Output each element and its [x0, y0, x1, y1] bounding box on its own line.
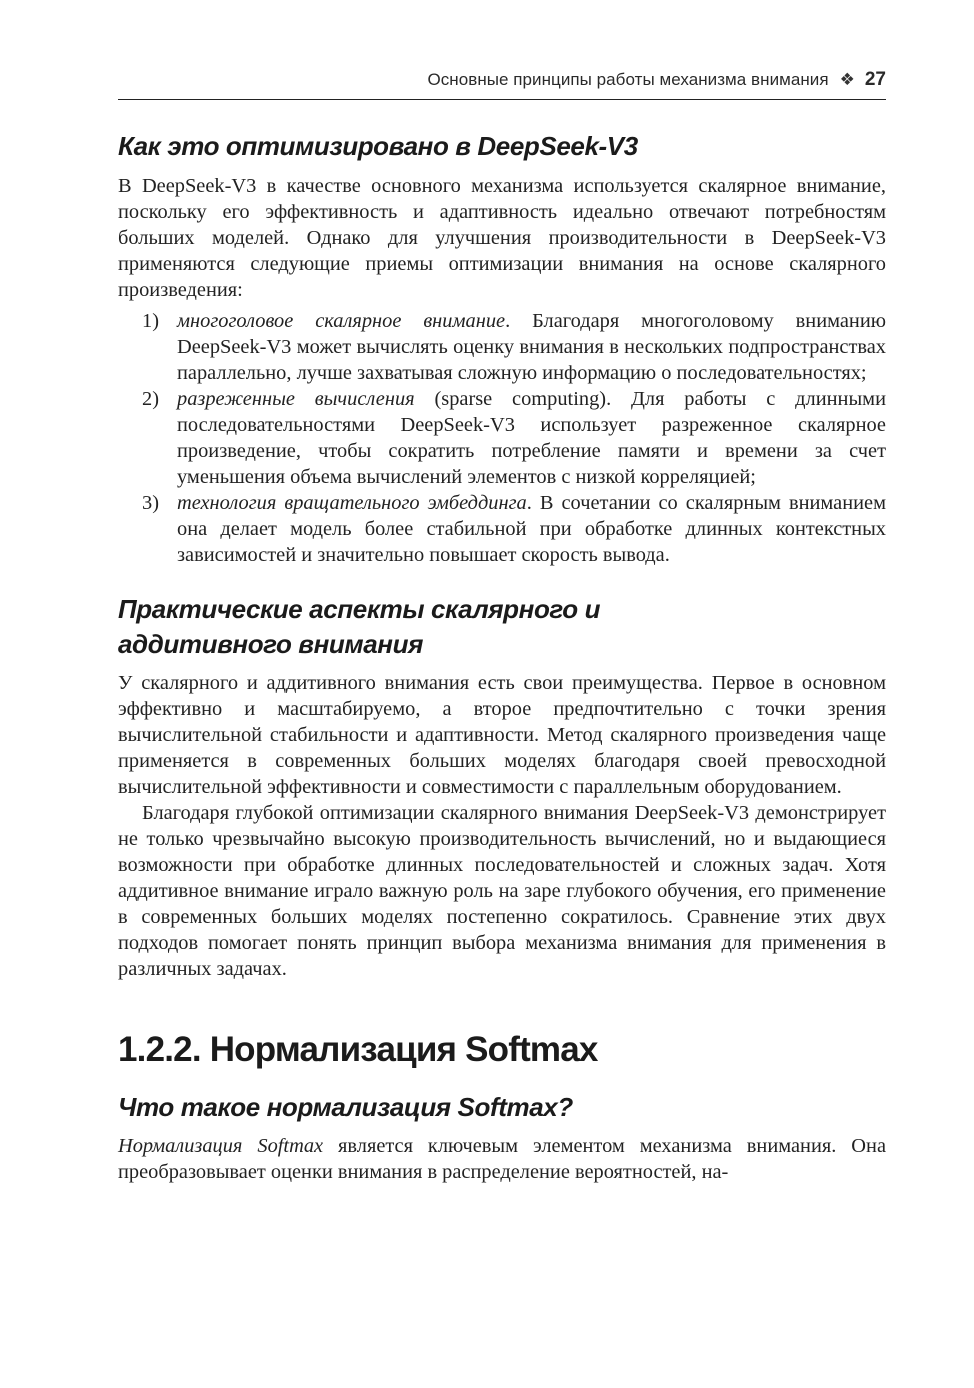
running-header	[118, 70, 886, 100]
optimization-list	[118, 308, 886, 568]
chapter-section-title-softmax: 1.2.2. Нормализация Softmax	[118, 1030, 598, 1069]
list-item-term: технология вращательного эмбеддинга	[177, 492, 527, 514]
page-content	[118, 126, 886, 1185]
section-heading-what-is-softmax: Что такое нормализация Softmax?	[118, 1092, 573, 1122]
list-item	[118, 386, 886, 490]
page-number: 27	[864, 69, 886, 90]
list-item-number: 2)	[142, 388, 159, 410]
list-item-text: . Благодаря многоголовому вниманию DeepSeek-V3 может вычислять оценку внимания в нескольких подпространствах параллельно, лучше захватывая сложную информацию о последовательностях;	[177, 310, 886, 384]
paragraph-softmax-intro	[118, 1133, 886, 1185]
running-header-title: Основные принципы работы механизма внимания	[427, 70, 829, 89]
list-item-number: 1)	[142, 310, 159, 332]
list-item-text: (sparse computing). Для работы с длинными последовательностями DeepSeek-V3 использует разреженное скалярное произведение, чтобы сократить потребление памяти и времени за счет уменьшения объема вычислений элементов с низкой корреляцией;	[177, 388, 886, 488]
paragraph-practical-1: У скалярного и аддитивного внимания есть свои преимущества. Первое в основном эффективно и масштабируемо, а второе предпочтительно с точки зрения вычислительной стабильности и адаптивности. Метод скалярного произведения чаще применяется в современных больших моделях благодаря своей превосходной вычислительной эффективности и совместимости с параллельным оборудованием.	[118, 672, 886, 798]
list-item-number: 3)	[142, 492, 159, 514]
list-item-text: . В сочетании со скалярным вниманием она делает модель более стабильной при обработке длинных контекстных зависимостей и значительно повышает скорость вывода.	[177, 492, 887, 566]
paragraph-practical-2: Благодаря глубокой оптимизации скалярного внимания DeepSeek-V3 демонстрирует не только чрезвычайно высокую производительность вычислений, но и выдающиеся возможности при обработке длинных последовательностей и сложных задач. Хотя аддитивное внимание играло важную роль на заре глубокого обучения, его применение в современных больших моделях постепенно сократилось. Сравнение этих двух подходов помогает понять принцип выбора механизма внимания для применения в различных задачах.	[118, 802, 886, 980]
list-item-term: многоголовое скалярное внимание	[177, 310, 506, 332]
section-heading-practical-aspects: Практические аспекты скалярного и аддитивного внимания	[118, 594, 601, 659]
section-heading-deepseek-optimization: Как это оптимизировано в DeepSeek-V3	[118, 131, 638, 161]
ornament-icon: ❖	[839, 70, 855, 89]
paragraph-intro: В DeepSeek-V3 в качестве основного механизма используется скалярное внимание, поскольку его эффективность и адаптивность идеально отвечают потребностям больших моделей. Однако для улучшения производительности в DeepSeek-V3 применяются следующие приемы оптимизации внимания на основе скалярного произведения:	[118, 175, 886, 301]
softmax-term: Нормализация Softmax	[118, 1135, 324, 1157]
softmax-text: является ключевым элементом механизма внимания. Она преобразовывает оценки внимания в распределение вероятностей, на-	[118, 1135, 886, 1183]
list-item	[118, 308, 886, 386]
list-item-term: разреженные вычисления	[177, 388, 415, 410]
list-item	[118, 490, 886, 568]
